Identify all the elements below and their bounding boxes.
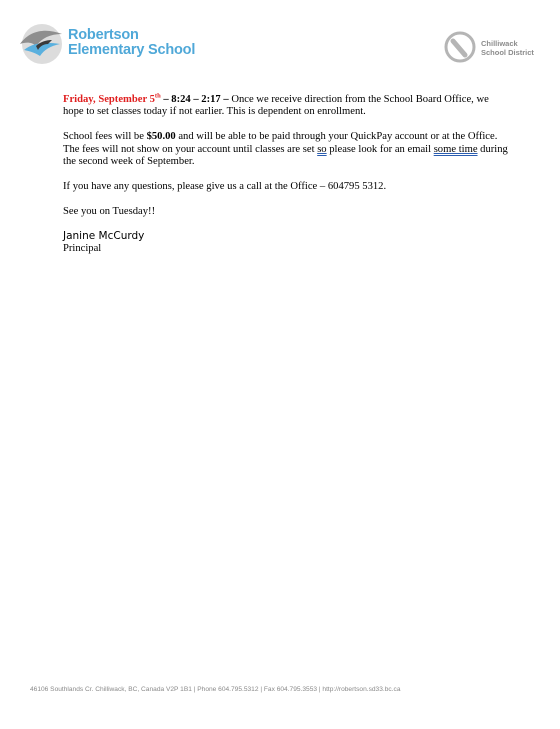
date-text: Friday, September 5th [63, 92, 161, 105]
paragraph-fees: School fees will be $50.00 and will be able to be paid through your QuickPay account or at the Office. The fees will not show on your account until classes are set so please look for an email some time during the second week of September. [63, 131, 508, 168]
schedule-text: Once we receive direction from the School Board Office, we hope to set classes today if not earlier. This is dependent on enrollment. [63, 94, 489, 118]
school-name-line2: Elementary School [68, 42, 196, 58]
footer-address: 46106 Southlands Cr. Chilliwack, BC, Canada V2P 1B1 | Phone 604.795.5312 | Fax 604.795.3553 | http://robertson.sd33.bc.ca [30, 686, 401, 693]
paragraph-closing: See you on Tuesday!! [63, 205, 156, 217]
time-range: – 8:24 – 2:17 – [160, 94, 232, 105]
letter-body [63, 94, 508, 256]
so-word: so [317, 143, 327, 155]
eagle-icon [16, 20, 68, 68]
signature-title: Principal [63, 243, 102, 255]
signature-name: Janine McCurdy [63, 230, 145, 243]
school-name [68, 28, 195, 58]
paragraph-schedule [63, 94, 508, 119]
district-emblem-icon [444, 30, 478, 64]
sometime-word: some time [433, 143, 478, 155]
district-name [481, 39, 534, 57]
district-name-line2: School District [481, 48, 534, 57]
paragraph-contact: If you have any questions, please give us a call at the Office – 604795 5312. [63, 180, 387, 192]
district-name-line1: Chilliwack [481, 39, 518, 48]
school-name-line1: Robertson [68, 27, 139, 43]
fee-amount: $50.00 [146, 131, 176, 143]
